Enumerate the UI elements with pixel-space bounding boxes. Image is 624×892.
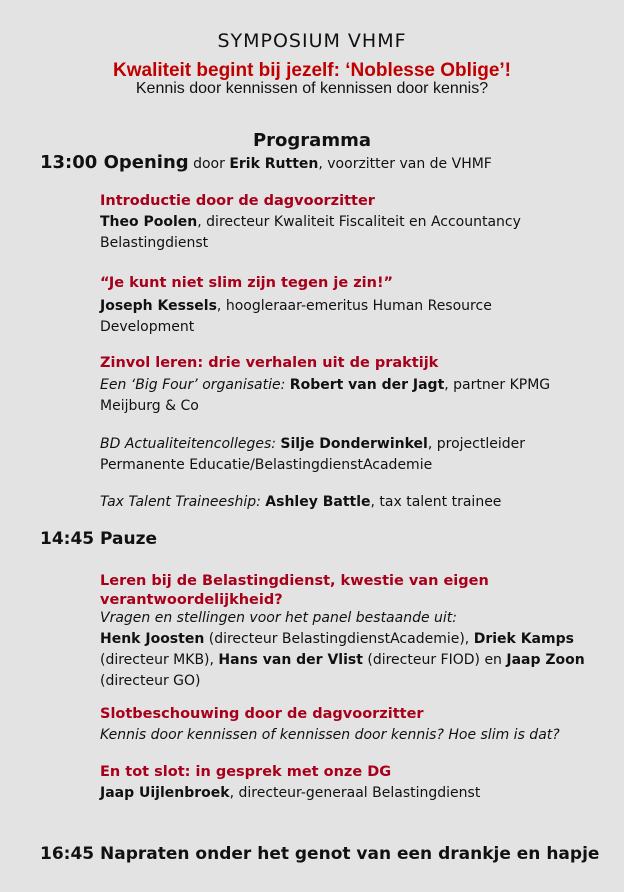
symposium-tagline: Kennis door kennissen of kennissen door kennis? <box>135 80 489 97</box>
opening-role: , voorzitter van de VHMF <box>318 156 492 172</box>
symposium-title: SYMPOSIUM VHMF <box>217 30 407 52</box>
slot-heading: Slotbeschouwing door de dagvoorzitter <box>100 706 424 722</box>
story-1-role: , partner KPMG Meijburg & Co <box>100 377 551 414</box>
intro-speaker: Theo Poolen <box>100 214 198 230</box>
panel-intro: Vragen en stellingen voor het panel bestaande uit: <box>100 610 458 626</box>
gesprek-heading: En tot slot: in gesprek met onze DG <box>100 764 392 780</box>
programma-heading: Programma <box>252 130 371 151</box>
panel-members <box>100 629 585 692</box>
gesprek-text <box>100 783 580 804</box>
opening-speaker: Erik Rutten <box>229 156 319 172</box>
story-2-speaker: Silje Donderwinkel <box>280 436 428 452</box>
zinvol-heading: Zinvol leren: drie verhalen uit de praktijk <box>100 355 439 371</box>
story-2-role: , projectleider Permanente Educatie/BelastingdienstAcademie <box>100 436 525 473</box>
story-3-speaker: Ashley Battle <box>265 494 371 510</box>
slim-speaker: Joseph Kessels <box>100 298 217 314</box>
story-3-role: , tax talent trainee <box>370 494 502 510</box>
story-2-org: BD Actualiteitencolleges: <box>100 436 276 452</box>
zinvol-story-1 <box>100 375 580 417</box>
opening-time: 13:00 Opening <box>40 152 189 173</box>
panel-member-2: Driek Kamps <box>473 631 574 647</box>
panel-member-2-role: (directeur MKB), <box>100 652 219 668</box>
opening-door: door <box>188 156 230 172</box>
intro-heading: Introductie door de dagvoorzitter <box>100 193 375 209</box>
closing-line: 16:45 Napraten onder het genot van een drankje en hapje <box>40 844 600 864</box>
panel-heading: Leren bij de Belastingdienst, kwestie van eigen verantwoordelijkheid? <box>100 573 489 608</box>
slim-heading: “Je kunt niet slim zijn tegen je zin!” <box>100 275 394 291</box>
gesprek-speaker: Jaap Uijlenbroek <box>100 785 230 801</box>
symposium-subtitle: Kwaliteit begint bij jezelf: ‘Noblesse Oblige’! <box>113 60 511 81</box>
gesprek-role: , directeur-generaal Belastingdienst <box>229 785 481 801</box>
slim-role: , hoogleraar-emeritus Human Resource Development <box>100 298 492 335</box>
panel-member-4: Jaap Zoon <box>506 652 585 668</box>
story-3-org: Tax Talent Traineeship: <box>100 494 261 510</box>
story-1-org: Een ‘Big Four’ organisatie: <box>100 377 286 393</box>
panel-member-1: Henk Joosten <box>100 631 205 647</box>
zinvol-story-2 <box>100 434 580 476</box>
pauze-line: 14:45 Pauze <box>40 529 158 549</box>
panel-member-3: Hans van der Vlist <box>218 652 363 668</box>
opening-line <box>40 152 492 175</box>
zinvol-story-3 <box>100 492 580 513</box>
slot-text: Kennis door kennissen of kennissen door kennis? Hoe slim is dat? <box>100 727 560 743</box>
panel-member-3-role: (directeur FIOD) en <box>362 652 507 668</box>
panel-member-1-role: (directeur BelastingdienstAcademie), <box>204 631 474 647</box>
intro-role: , directeur Kwaliteit Fiscaliteit en Accountancy Belastingdienst <box>100 214 521 251</box>
intro-text <box>100 212 580 254</box>
story-1-speaker: Robert van der Jagt <box>289 377 445 393</box>
slim-text <box>100 296 580 338</box>
panel-member-4-role: (directeur GO) <box>100 673 201 689</box>
